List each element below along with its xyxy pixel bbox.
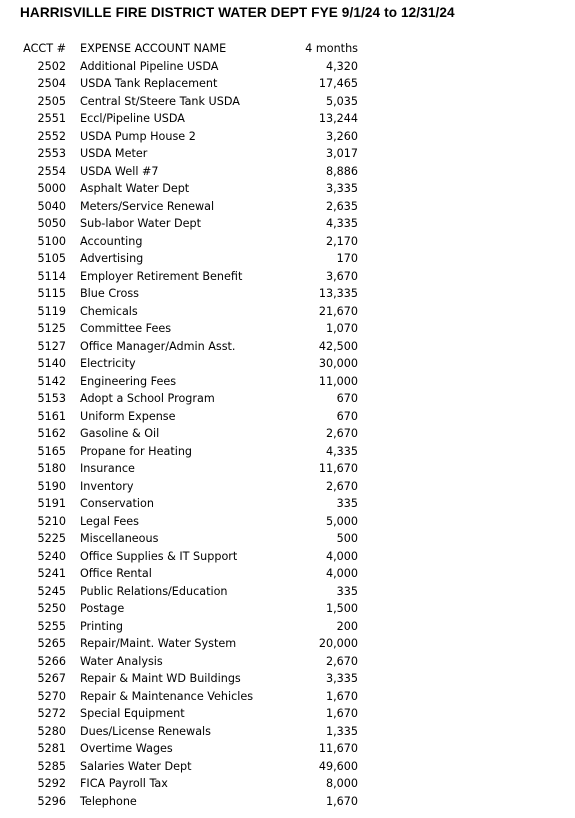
account-name: FICA Payroll Tax — [80, 777, 168, 790]
account-name: Employer Retirement Benefit — [80, 269, 243, 283]
table-row — [0, 338, 575, 356]
amount: 3,670 — [325, 269, 358, 283]
account-number: 5142 — [37, 374, 66, 388]
table-row — [0, 58, 575, 76]
table-row — [0, 198, 575, 216]
amount: 2,670 — [325, 654, 358, 668]
account-number: 5241 — [37, 567, 66, 580]
account-number: 5114 — [37, 269, 66, 283]
amount: 30,000 — [318, 357, 358, 370]
amount: 4,335 — [325, 217, 358, 230]
table-row — [0, 740, 575, 758]
account-number: 5280 — [37, 724, 66, 738]
account-number: 5140 — [37, 357, 66, 370]
account-number: 5292 — [37, 777, 66, 790]
amount: 3,017 — [325, 147, 358, 160]
table-row — [0, 478, 575, 496]
amount: 3,335 — [325, 672, 358, 685]
table-row — [0, 390, 575, 408]
account-name: Telephone — [80, 794, 137, 808]
table-row — [0, 320, 575, 338]
account-name: USDA Pump House 2 — [80, 129, 196, 143]
table-row — [0, 653, 575, 671]
table-row — [0, 215, 575, 233]
amount: 335 — [336, 497, 358, 510]
account-number: 5190 — [37, 479, 66, 493]
account-number: 5270 — [37, 689, 66, 703]
table-row — [0, 443, 575, 461]
account-name: Repair & Maint WD Buildings — [80, 672, 241, 685]
table-row — [0, 530, 575, 548]
account-number: 5165 — [37, 444, 66, 458]
account-name: Chemicals — [80, 304, 138, 318]
amount: 5,035 — [325, 94, 358, 108]
account-number: 5050 — [37, 217, 66, 230]
account-name: Electricity — [80, 357, 136, 370]
table-header — [0, 40, 575, 58]
account-number: 2502 — [37, 59, 66, 73]
account-number: 2552 — [37, 129, 66, 143]
table-row — [0, 723, 575, 741]
table-row — [0, 408, 575, 426]
amount: 42,500 — [318, 339, 358, 353]
table-row — [0, 513, 575, 531]
amount: 1,670 — [325, 794, 358, 808]
account-name: Advertising — [80, 252, 144, 265]
amount: 4,320 — [325, 59, 358, 73]
amount: 13,335 — [318, 287, 358, 300]
amount: 13,244 — [318, 112, 358, 125]
table-row — [0, 425, 575, 443]
account-name: Asphalt Water Dept — [80, 182, 190, 195]
account-number: 5125 — [37, 322, 66, 335]
column-header-amount: 4 months — [305, 42, 358, 55]
account-name: Office Rental — [80, 567, 152, 580]
amount: 335 — [336, 584, 358, 598]
table-row — [0, 775, 575, 793]
amount: 8,000 — [325, 777, 358, 790]
account-name: Conservation — [80, 497, 154, 510]
amount: 170 — [336, 252, 358, 265]
table-row — [0, 635, 575, 653]
amount: 21,670 — [318, 304, 358, 318]
table-row — [0, 75, 575, 93]
table-row — [0, 93, 575, 111]
table-row — [0, 670, 575, 688]
amount: 4,335 — [325, 444, 358, 458]
table-row — [0, 250, 575, 268]
amount: 20,000 — [318, 637, 358, 650]
account-number: 5000 — [37, 182, 66, 195]
account-number: 5281 — [37, 742, 66, 755]
account-number: 5210 — [37, 514, 66, 528]
page-title: HARRISVILLE FIRE DISTRICT WATER DEPT FYE 9/1/24 to 12/31/24 — [20, 5, 455, 20]
table-row — [0, 793, 575, 811]
account-name: USDA Tank Replacement — [80, 77, 218, 90]
account-name: Eccl/Pipeline USDA — [80, 112, 185, 125]
column-header-name: EXPENSE ACCOUNT NAME — [80, 42, 227, 55]
account-number: 5245 — [37, 584, 66, 598]
account-name: Adopt a School Program — [80, 392, 215, 405]
amount: 670 — [336, 409, 358, 423]
table-row — [0, 303, 575, 321]
account-name: Printing — [80, 619, 124, 633]
amount: 4,000 — [325, 567, 358, 580]
account-number: 2553 — [37, 147, 66, 160]
account-name: Committee Fees — [80, 322, 172, 335]
account-name: Additional Pipeline USDA — [80, 59, 219, 73]
account-number: 5040 — [37, 199, 66, 213]
account-number: 5119 — [37, 304, 66, 318]
account-name: Overtime Wages — [80, 742, 173, 755]
amount: 49,600 — [318, 759, 358, 773]
table-row — [0, 705, 575, 723]
table-row — [0, 688, 575, 706]
table-row — [0, 495, 575, 513]
account-number: 5100 — [37, 234, 66, 248]
table-row — [0, 600, 575, 618]
account-name: Engineering Fees — [80, 374, 177, 388]
account-name: Sub-labor Water Dept — [80, 217, 202, 230]
account-name: Special Equipment — [80, 707, 185, 720]
amount: 1,670 — [325, 707, 358, 720]
amount: 2,635 — [325, 199, 358, 213]
amount: 8,886 — [325, 164, 358, 178]
amount: 17,465 — [318, 77, 358, 90]
account-number: 5265 — [37, 637, 66, 650]
account-name: Accounting — [80, 234, 143, 248]
table-row — [0, 355, 575, 373]
account-number: 5296 — [37, 794, 66, 808]
account-number: 5161 — [37, 409, 66, 423]
account-name: Miscellaneous — [80, 532, 159, 545]
account-name: USDA Well #7 — [80, 164, 159, 178]
account-number: 5191 — [37, 497, 66, 510]
account-number: 2551 — [37, 112, 66, 125]
amount: 500 — [336, 532, 358, 545]
table-row — [0, 758, 575, 776]
account-number: 5225 — [37, 532, 66, 545]
account-number: 5250 — [37, 602, 66, 615]
account-name: Water Analysis — [80, 654, 163, 668]
account-number: 2504 — [37, 77, 66, 90]
amount: 1,070 — [325, 322, 358, 335]
account-name: Uniform Expense — [80, 409, 176, 423]
amount: 200 — [336, 619, 358, 633]
account-number: 5267 — [37, 672, 66, 685]
account-name: Gasoline & Oil — [80, 427, 160, 440]
table-row — [0, 145, 575, 163]
account-number: 2505 — [37, 94, 66, 108]
account-name: Dues/License Renewals — [80, 724, 211, 738]
amount: 3,335 — [325, 182, 358, 195]
account-name: Public Relations/Education — [80, 584, 228, 598]
table-row — [0, 285, 575, 303]
table-row — [0, 548, 575, 566]
account-number: 5240 — [37, 549, 66, 563]
account-number: 5105 — [37, 252, 66, 265]
amount: 1,500 — [325, 602, 358, 615]
column-header-acct: ACCT # — [23, 42, 66, 55]
account-name: Central St/Steere Tank USDA — [80, 94, 240, 108]
account-name: Legal Fees — [80, 514, 139, 528]
amount: 670 — [336, 392, 358, 405]
account-number: 5162 — [37, 427, 66, 440]
amount: 3,260 — [325, 129, 358, 143]
account-number: 5153 — [37, 392, 66, 405]
amount: 4,000 — [325, 549, 358, 563]
account-number: 5115 — [37, 287, 66, 300]
expense-table — [0, 40, 575, 810]
table-row — [0, 460, 575, 478]
account-name: Office Manager/Admin Asst. — [80, 339, 236, 353]
table-row — [0, 163, 575, 181]
table-row — [0, 110, 575, 128]
account-number: 5285 — [37, 759, 66, 773]
amount: 1,670 — [325, 689, 358, 703]
account-number: 5255 — [37, 619, 66, 633]
amount: 11,670 — [318, 462, 358, 475]
account-name: Inventory — [80, 479, 134, 493]
account-number: 5180 — [37, 462, 66, 475]
amount: 5,000 — [325, 514, 358, 528]
table-row — [0, 268, 575, 286]
account-name: USDA Meter — [80, 147, 148, 160]
amount: 11,000 — [318, 374, 358, 388]
amount: 2,170 — [325, 234, 358, 248]
amount: 1,335 — [325, 724, 358, 738]
amount: 2,670 — [325, 427, 358, 440]
table-row — [0, 618, 575, 636]
table-row — [0, 583, 575, 601]
account-name: Meters/Service Renewal — [80, 199, 215, 213]
table-row — [0, 565, 575, 583]
account-number: 5266 — [37, 654, 66, 668]
table-row — [0, 128, 575, 146]
account-name: Propane for Heating — [80, 444, 193, 458]
account-name: Insurance — [80, 462, 135, 475]
account-name: Repair & Maintenance Vehicles — [80, 689, 254, 703]
table-row — [0, 373, 575, 391]
account-number: 5272 — [37, 707, 66, 720]
amount: 2,670 — [325, 479, 358, 493]
table-row — [0, 180, 575, 198]
account-name: Office Supplies & IT Support — [80, 549, 238, 563]
account-name: Repair/Maint. Water System — [80, 637, 237, 650]
account-number: 2554 — [37, 164, 66, 178]
account-name: Salaries Water Dept — [80, 759, 192, 773]
amount: 11,670 — [318, 742, 358, 755]
account-number: 5127 — [37, 339, 66, 353]
account-name: Postage — [80, 602, 125, 615]
account-name: Blue Cross — [80, 287, 139, 300]
table-row — [0, 233, 575, 251]
